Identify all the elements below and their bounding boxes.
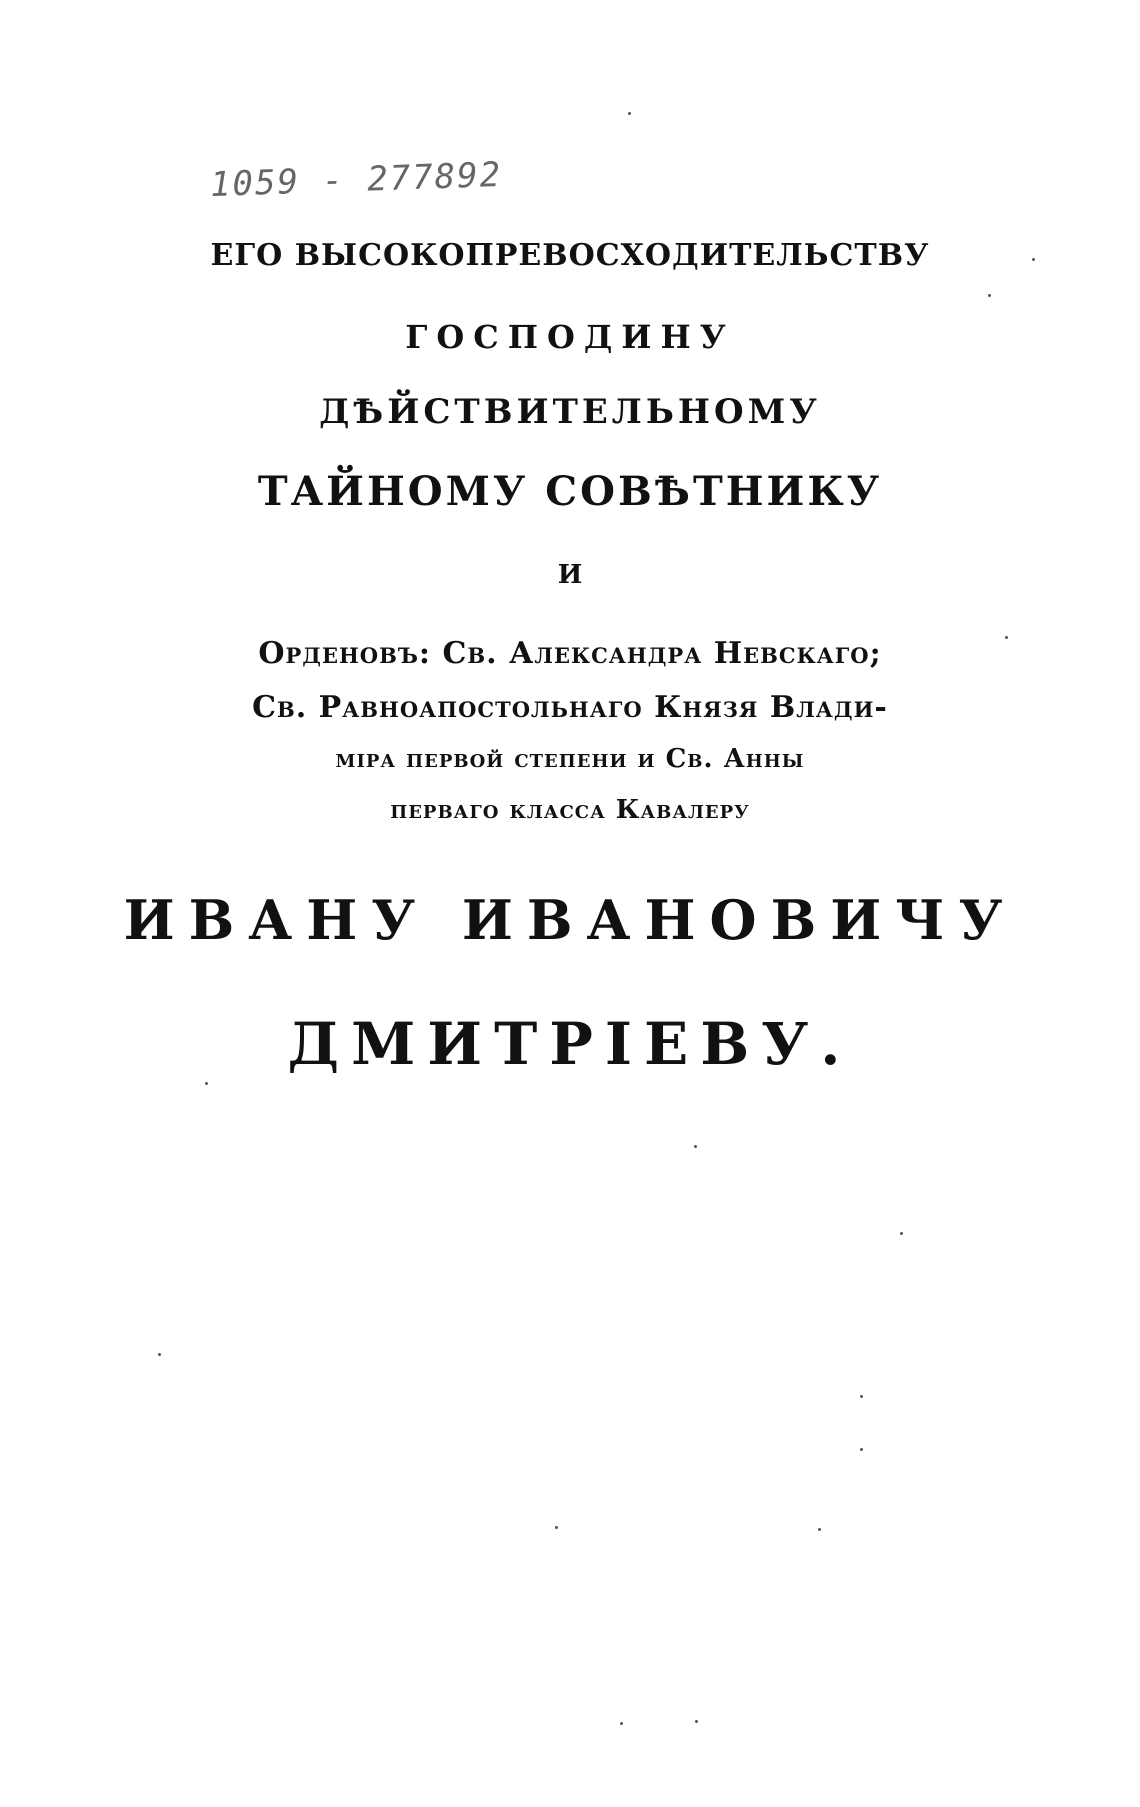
dedication-line-5: И xyxy=(557,560,583,590)
dedication-line-2: ГОСПОДИНУ xyxy=(405,318,735,356)
print-speck xyxy=(205,1082,208,1085)
print-speck xyxy=(988,294,991,297)
print-speck xyxy=(158,1353,161,1356)
print-speck xyxy=(860,1448,863,1451)
print-speck xyxy=(695,1720,698,1723)
print-speck xyxy=(860,1395,863,1398)
print-speck xyxy=(628,112,631,115)
dedication-line-3: ДѢЙСТВИТЕЛЬНОМУ xyxy=(319,392,821,432)
handwritten-shelfmark: 1059 - 277892 xyxy=(209,154,503,206)
orders-line-3: міра первой степени и Св. Анны xyxy=(335,744,805,774)
print-speck xyxy=(1032,258,1035,261)
recipient-name: ИВАНУ ИВАНОВИЧУ xyxy=(123,888,1017,952)
print-speck xyxy=(694,1145,697,1148)
orders-line-2: Св. Равноапостольнаго Князя Влади- xyxy=(252,690,888,725)
recipient-surname: ДМИТРІЕВУ. xyxy=(287,1010,853,1078)
dedication-line-1: ЕГО ВЫСОКОПРЕВОСХОДИТЕЛЬСТВУ xyxy=(210,238,930,273)
orders-line-4: перваго класса Кавалеру xyxy=(390,795,750,825)
print-speck xyxy=(900,1232,903,1235)
print-speck xyxy=(818,1528,821,1531)
orders-line-1: Орденовъ: Св. Александра Невскаго; xyxy=(258,636,882,671)
dedication-line-4: ТАЙНОМУ СОВѢТНИКУ xyxy=(257,468,883,515)
print-speck xyxy=(555,1526,558,1529)
print-speck xyxy=(620,1722,623,1725)
print-speck xyxy=(1005,636,1008,639)
